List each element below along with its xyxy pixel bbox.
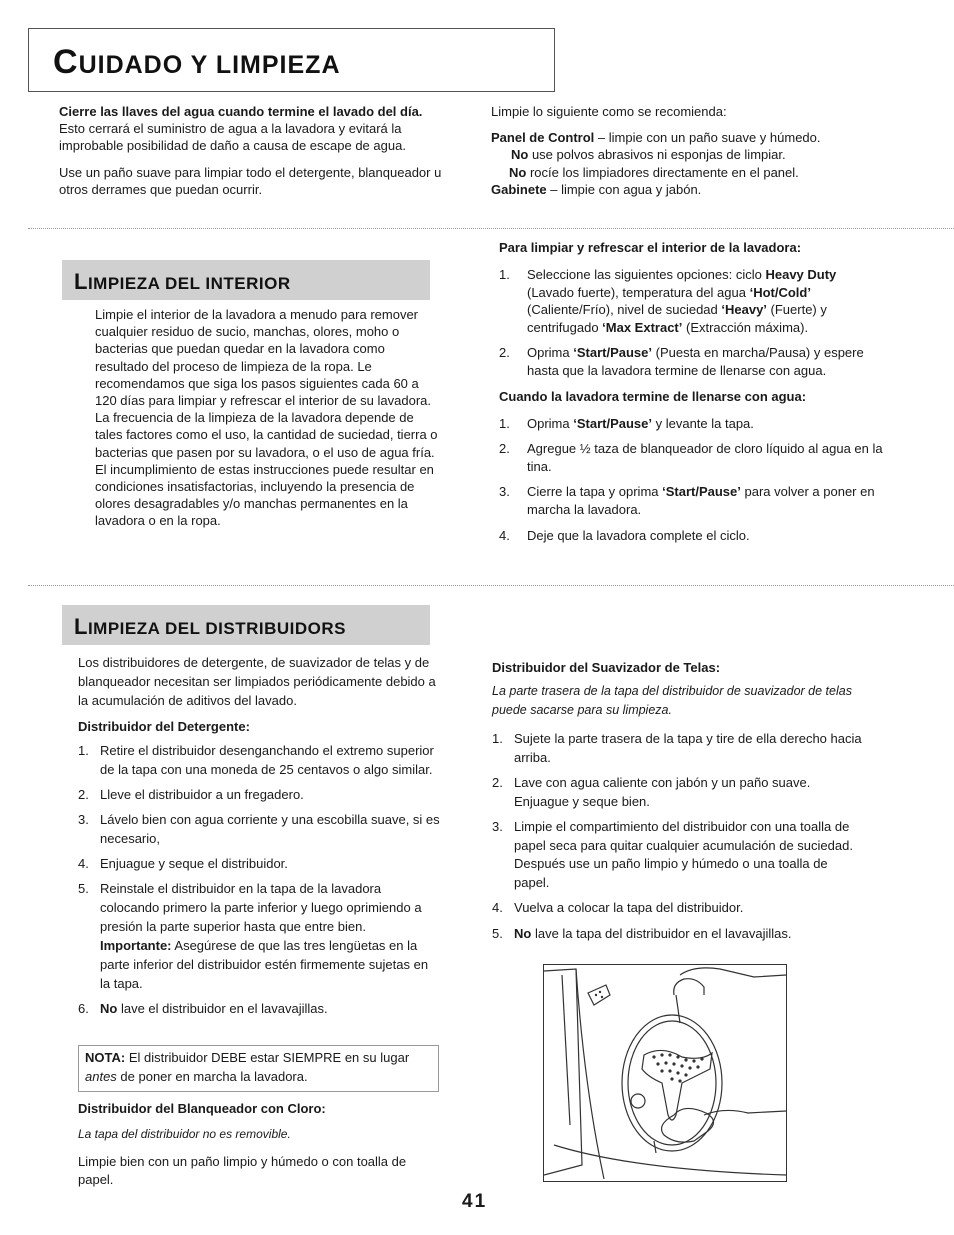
softener-list (492, 730, 862, 943)
detergent-title: Distribuidor del Detergente: (78, 719, 250, 734)
interior-body: Limpie el interior de la lavadora a menudo para remover cualquier residuo de sucio, manchas, olores, moho o bacterias que puedan quedar en la lavadora como resultado del proceso de limpieza de la ropa. Le recomendamos que siga los pasos siguientes cada 60 a 120 días para limpiar y refrescar el interior de su lavadora. La frecuencia de la limpieza de la lavadora depende de tales factores como el uso, la cantidad de suciedad, tierra o bacterias que pasen por su lavadora, o el uso de agua fría. El incumplimiento de estas instrucciones puede resultar en condiciones insatisfactorias, incluyendo la presencia de olores desagradables y/o manchas permanentes en la lavadora o en la ropa. (95, 307, 438, 529)
dispensers-intro: Los distribuidores de detergente, de suavizador de telas y de blanqueador necesitan ser limpiados periódicamente debido a la acumulación de aditivos del lavado. (78, 655, 436, 708)
bleach-section (78, 1100, 440, 1189)
page-number: 41 (462, 1191, 488, 1212)
list-item: 5. No lave la tapa del distribuidor en el lavavajillas. (492, 925, 792, 941)
page-title: CUIDADO Y LIMPIEZA (53, 43, 341, 81)
list-item: 2. Lave con agua caliente con jabón y un paño suave. Enjuague y seque bien. (492, 775, 811, 809)
list-item: 4. Vuelva a colocar la tapa del distribuidor. (492, 900, 744, 915)
water-valve-paragraph: Cierre las llaves del agua cuando termine el lavado del día. Esto cerrará el suministro de agua a la lavadora y evitará la improbable posibilidad de daño a causa de escape de agua. (59, 104, 423, 154)
list-item: 1. Sujete la parte trasera de la tapa y tire de ella derecho hacia arriba. (492, 731, 862, 765)
divider-1 (28, 228, 954, 229)
list-item: 1. Seleccione las siguientes opciones: ciclo Heavy Duty (Lavado fuerte), temperatura del agua ‘Hot/Cold’ (Caliente/Frío), nivel de suciedad ‘Heavy’ (Fuerte) y centrifugado ‘Max Extract’ (Extracción máxima). (499, 267, 837, 335)
no-spray-line: No rocíe los limpiadores directamente en el panel. (509, 164, 799, 180)
refresh-list (499, 266, 884, 380)
spills-paragraph: Use un paño suave para limpiar todo el detergente, blanqueador u otros derrames que puedan ocurrir. (59, 164, 442, 197)
bleach-title: Distribuidor del Blanqueador con Cloro: (78, 1101, 326, 1116)
hands-removing-softener-dispenser-cap-icon (544, 965, 786, 1181)
list-item: 2. Oprima ‘Start/Pause’ (Puesta en marcha/Pausa) y espere hasta que la lavadora termine de llenarse con agua. (499, 345, 864, 378)
divider-2 (28, 585, 954, 586)
list-item: 2. Lleve el distribuidor a un fregadero. (78, 787, 304, 802)
refresh-title: Para limpiar y refrescar el interior de la lavadora: (499, 240, 802, 255)
interior-steps (499, 239, 884, 552)
list-item: 1. Retire el distribuidor desenganchando el extremo superior de la tapa con una moneda de 25 centavos o algo similar. (78, 743, 434, 777)
softener-section (492, 659, 862, 950)
fill-list (499, 415, 884, 545)
dispensers-heading: LIMPIEZA DEL DISTRIBUIDORS (62, 605, 430, 645)
list-item: 6. No lave el distribuidor en el lavavajillas. (78, 1001, 328, 1016)
list-item: 2. Agregue ½ taza de blanqueador de cloro líquido al agua en la tina. (499, 441, 883, 474)
intro-right (491, 103, 911, 198)
recommend-lead: Limpie lo siguiente como se recomienda: (491, 104, 727, 119)
fill-title: Cuando la lavadora termine de llenarse con agua: (499, 388, 807, 404)
interior-heading: LIMPIEZA DEL INTERIOR (62, 260, 430, 300)
page-title-box (28, 28, 555, 92)
softener-title: Distribuidor del Suavizador de Telas: (492, 660, 721, 675)
softener-cap-illustration (543, 964, 787, 1182)
detergent-list (78, 741, 440, 1018)
list-item: 3. Limpie el compartimiento del distribuidor con una toalla de papel seca para quitar cualquier acumulación de suciedad. Después use un paño limpio y húmedo o una toalla de papel. (492, 819, 853, 890)
bleach-italic: La tapa del distribuidor no es removible. (78, 1127, 291, 1141)
softener-italic: La parte trasera de la tapa del distribuidor de suavizador de telas puede sacarse para su limpieza. (492, 684, 852, 717)
dispensers-left (78, 653, 440, 1024)
note-box: NOTA: El distribuidor DEBE estar SIEMPRE en su lugar antes de poner en marcha la lavadora. (78, 1045, 439, 1092)
list-item: 4. Deje que la lavadora complete el ciclo. (499, 527, 750, 543)
list-item: 3. Lávelo bien con agua corriente y una escobilla suave, si es necesario, (78, 812, 440, 846)
list-item: 5. Reinstale el distribuidor en la tapa de la lavadora colocando primero la parte inferior y luego oprimiendo a presión la parte superior hasta que entre bien. Importante: Asegúrese de que las tres lengüetas en la parte inferior del distribuidor estén firmemente sujetas en la tapa. (78, 881, 429, 991)
list-item: 3. Cierre la tapa y oprima ‘Start/Pause’ para volver a poner en marcha la lavadora. (499, 484, 875, 517)
intro-left (59, 103, 444, 198)
no-abrasive-line: No use polvos abrasivos ni esponjas de limpiar. (511, 147, 786, 163)
cabinet-line: Gabinete – limpie con agua y jabón. (491, 181, 702, 197)
bleach-text: Limpie bien con un paño limpio y húmedo o con toalla de papel. (78, 1154, 407, 1188)
list-item: 4. Enjuague y seque el distribuidor. (78, 856, 288, 871)
control-panel-line: Panel de Control – limpie con un paño suave y húmedo. (491, 130, 821, 146)
list-item: 1. Oprima ‘Start/Pause’ y levante la tapa. (499, 415, 754, 431)
